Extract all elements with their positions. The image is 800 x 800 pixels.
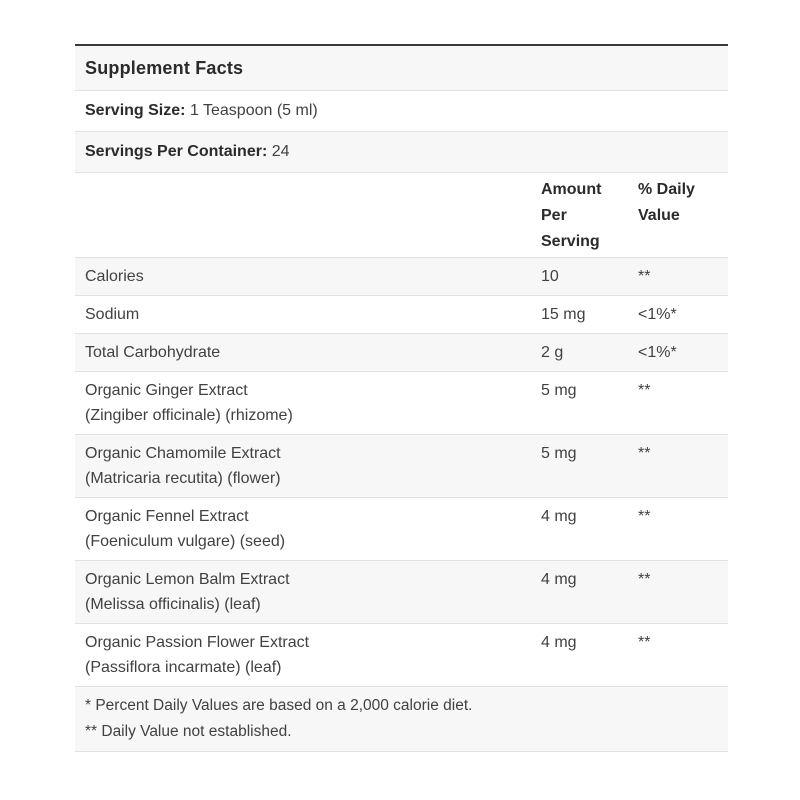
row-name: Organic Chamomile Extract xyxy=(85,445,281,462)
table-row xyxy=(75,561,728,624)
row-amount: 15 mg xyxy=(541,306,586,323)
footnote-row xyxy=(75,687,728,752)
row-name-cell xyxy=(85,630,541,680)
row-amount: 4 mg xyxy=(541,571,577,588)
row-name-cell xyxy=(85,567,541,617)
row-name: Calories xyxy=(85,268,144,285)
footnote-daily-values: * Percent Daily Values are based on a 2,000 calorie diet. xyxy=(85,697,473,714)
row-amount: 2 g xyxy=(541,344,564,361)
table-row xyxy=(75,334,728,372)
row-dv: ** xyxy=(638,382,651,399)
servings-per-container-label: Servings Per Container: xyxy=(85,143,268,160)
row-amount: 10 xyxy=(541,268,559,285)
row-sub: (Melissa officinalis) (leaf) xyxy=(85,596,261,613)
table-row xyxy=(75,258,728,296)
nutrient-rows xyxy=(75,258,728,687)
column-header-row xyxy=(75,173,728,258)
row-name-cell xyxy=(85,378,541,428)
row-name: Organic Ginger Extract xyxy=(85,382,248,399)
column-header-amount-per-serving: Amount Per Serving xyxy=(541,181,602,250)
supplement-facts-title: Supplement Facts xyxy=(75,46,728,91)
row-dv: ** xyxy=(638,508,651,525)
row-dv: <1%* xyxy=(638,306,677,323)
row-name-cell xyxy=(85,441,541,491)
row-name-cell xyxy=(85,302,541,327)
serving-size-row xyxy=(75,91,728,132)
row-amount: 5 mg xyxy=(541,382,577,399)
row-amount: 4 mg xyxy=(541,508,577,525)
row-dv: ** xyxy=(638,571,651,588)
row-dv: ** xyxy=(638,445,651,462)
row-sub: (Passiflora incarmate) (leaf) xyxy=(85,659,282,676)
row-name-cell xyxy=(85,504,541,554)
row-name: Sodium xyxy=(85,306,140,323)
servings-per-container-value: 24 xyxy=(271,143,290,160)
row-amount: 4 mg xyxy=(541,634,577,651)
row-name-cell xyxy=(85,264,541,289)
column-header-percent-daily-value: % Daily Value xyxy=(638,181,695,224)
row-sub: (Matricaria recutita) (flower) xyxy=(85,470,281,487)
row-dv: ** xyxy=(638,634,651,651)
row-name: Organic Fennel Extract xyxy=(85,508,249,525)
row-name: Organic Lemon Balm Extract xyxy=(85,571,290,588)
table-row xyxy=(75,435,728,498)
row-name-cell xyxy=(85,340,541,365)
row-name: Organic Passion Flower Extract xyxy=(85,634,310,651)
table-row xyxy=(75,498,728,561)
row-amount: 5 mg xyxy=(541,445,577,462)
row-dv: <1%* xyxy=(638,344,677,361)
serving-size-value: 1 Teaspoon (5 ml) xyxy=(189,102,318,119)
serving-size-label: Serving Size: xyxy=(85,102,186,119)
table-row xyxy=(75,624,728,687)
row-sub: (Zingiber officinale) (rhizome) xyxy=(85,407,293,424)
supplement-facts-label xyxy=(75,44,728,752)
footnote-not-established: ** Daily Value not established. xyxy=(85,723,292,740)
table-row xyxy=(75,372,728,435)
table-row xyxy=(75,296,728,334)
row-name: Total Carbohydrate xyxy=(85,344,221,361)
servings-per-container-row xyxy=(75,132,728,173)
row-sub: (Foeniculum vulgare) (seed) xyxy=(85,533,286,550)
row-dv: ** xyxy=(638,268,651,285)
